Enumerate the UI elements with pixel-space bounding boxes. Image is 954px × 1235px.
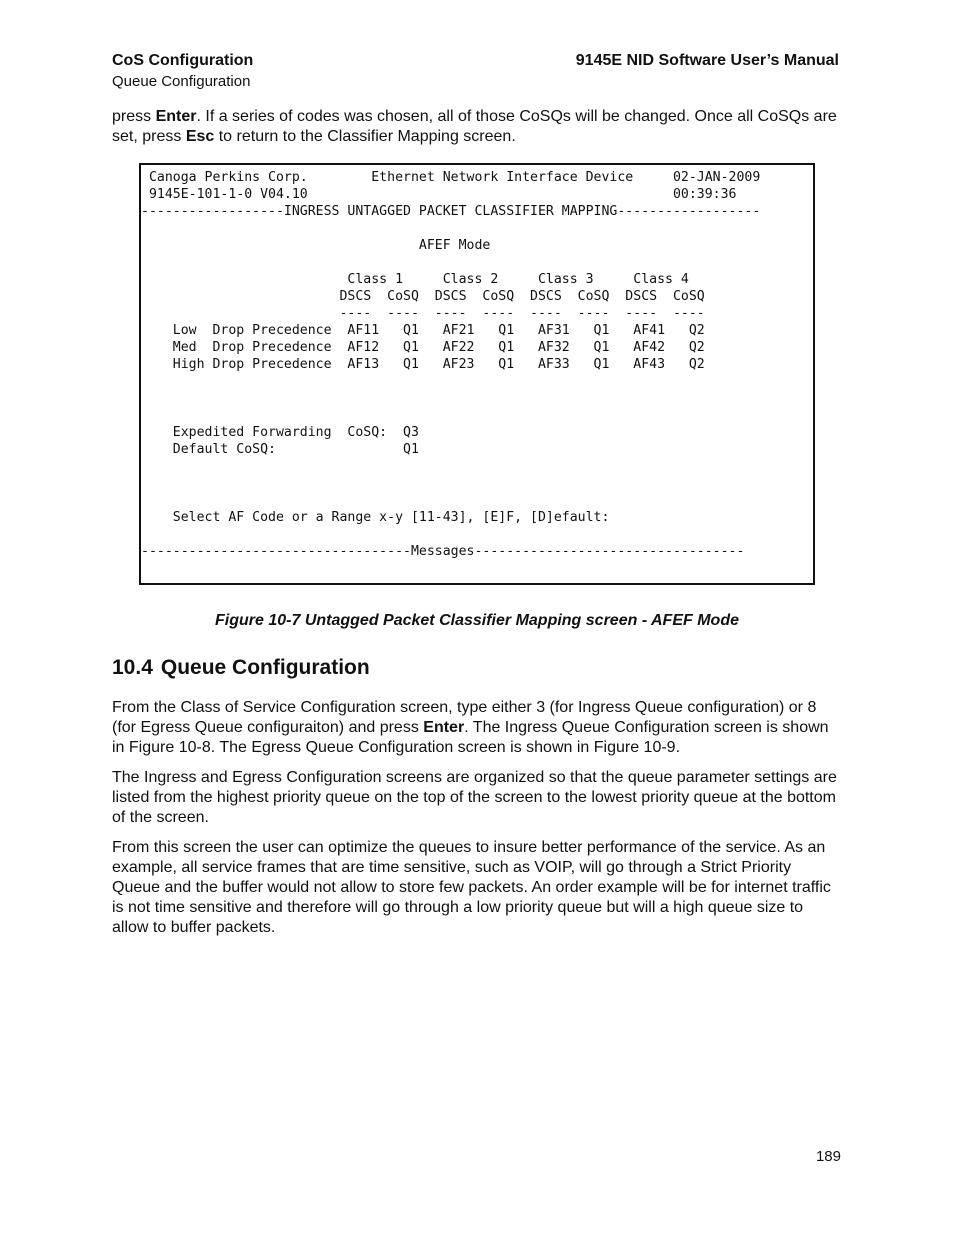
terminal-line: 9145E-101-1-0 V04.10 00:39:36 [141,187,737,202]
terminal-line: High Drop Precedence AF13 Q1 AF23 Q1 AF33 Q1 AF43 Q2 [141,357,705,372]
p1-text-2: . The Ingress Queue Configuration screen is shown in Figure 10-8. The Egress Queue Configuration screen is shown in Figure 10-9. [112,719,829,756]
p1-text-1: From the Class of Service Configuration screen, type either 3 (for Ingress Queue configuration) or 8 (for Egress Queue configuraiton) and press [112,699,817,736]
terminal-line: ------------------INGRESS UNTAGGED PACKET CLASSIFIER MAPPING------------------ [141,204,761,219]
intro-esc-key: Esc [185,128,215,145]
terminal-line: Low Drop Precedence AF11 Q1 AF21 Q1 AF31 Q1 AF41 Q2 [141,323,705,338]
paragraph-3: From this screen the user can optimize the queues to insure better performance of the service. As an example, all service frames that are time sensitive, such as VOIP, will go through a Strict Priority Queue and the buffer would not allow to store few packets. An order example will be for internet traffic is not time sensitive and therefore will go through a low priority queue but will a high queue size to allow to buffer packets. [112,839,831,936]
terminal-screen [139,163,815,585]
paragraph-1 [112,698,842,758]
intro-text-1: press [112,108,156,125]
terminal-line: Class 1 Class 2 Class 3 Class 4 [141,272,689,287]
header-subsection-title: Queue Configuration [112,73,251,90]
terminal-messages-divider: ----------------------------------Messages---------------------------------- [141,544,745,559]
header-section-title: CoS Configuration [112,52,254,69]
header-manual-title: 9145E NID Software User’s Manual [575,52,839,69]
terminal-prompt: Select AF Code or a Range x-y [11-43], [E]F, [D]efault: [141,510,610,525]
terminal-line: DSCS CoSQ DSCS CoSQ DSCS CoSQ DSCS CoSQ [141,289,705,304]
section-title: Queue Configuration [160,656,370,679]
section-heading [112,656,370,680]
p1-enter-key: Enter [423,719,465,736]
intro-paragraph [112,107,842,147]
section-number: 10.4 [112,656,153,679]
terminal-line: Default CoSQ: Q1 [141,442,419,457]
intro-text-3: to return to the Classifier Mapping screen. [214,128,516,145]
paragraph-2: The Ingress and Egress Configuration screens are organized so that the queue parameter settings are listed from the highest priority queue on the top of the screen to the lowest priority queue at the bottom of the screen. [112,769,837,826]
terminal-line: AFEF Mode [141,238,491,253]
terminal-line: Med Drop Precedence AF12 Q1 AF22 Q1 AF32 Q1 AF42 Q2 [141,340,705,355]
figure-caption: Figure 10-7 Untagged Packet Classifier Mapping screen - AFEF Mode [215,612,739,629]
intro-text-2: . If a series of codes was chosen, all of those CoSQs will be changed. Once all CoSQs are set, press [112,108,837,145]
terminal-line: Expedited Forwarding CoSQ: Q3 [141,425,419,440]
page-number: 189 [815,1148,841,1165]
terminal-line: Canoga Perkins Corp. Ethernet Network Interface Device 02-JAN-2009 [141,170,761,185]
terminal-line: ---- ---- ---- ---- ---- ---- ---- ---- [141,306,705,321]
intro-enter-key: Enter [155,108,197,125]
